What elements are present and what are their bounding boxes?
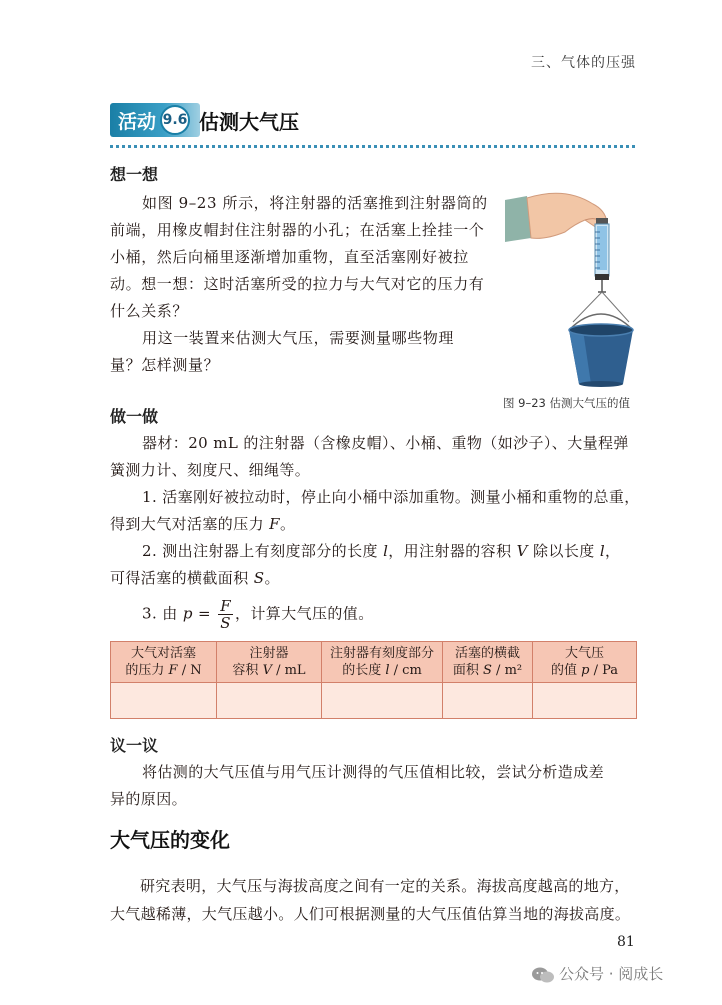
text-line	[110, 511, 640, 538]
math-variable: S	[253, 569, 265, 587]
text-line: 什么关系？	[110, 302, 189, 320]
dotted-divider	[110, 145, 635, 148]
fraction-denominator: S	[220, 614, 231, 632]
text-line: 1. 活塞刚好被拉动时，停止向小桶中添加重物。测量小桶和重物的总重，	[142, 488, 640, 506]
text-line: 大气越稀薄，大气压越小。人们可根据测量的大气压值估算当地的海拔高度。	[110, 905, 631, 923]
wechat-icon	[531, 966, 555, 984]
think-paragraph-1	[110, 190, 500, 325]
step-1	[110, 484, 640, 538]
header-unit: / cm	[389, 663, 422, 678]
text-line: 簧测力计、刻度尺、细绳等。	[110, 461, 311, 479]
running-head: 三、气体的压强	[531, 55, 636, 71]
measurement-table	[110, 641, 637, 719]
math-variable: l	[599, 542, 606, 560]
header-line: 大气压	[564, 646, 604, 661]
text-fragment: 。	[264, 569, 280, 587]
header-cell	[111, 642, 217, 683]
text-line: 用这一装置来估测大气压，需要测量哪些物理	[142, 329, 455, 347]
watermark-text: 公众号 · 阅成长	[559, 965, 664, 983]
table-cell	[217, 683, 322, 719]
header-cell	[443, 642, 533, 683]
discuss-paragraph	[110, 759, 640, 813]
header-unit: / N	[177, 663, 202, 678]
table-cell	[443, 683, 533, 719]
section-heading: 大气压的变化	[110, 828, 230, 852]
text-fragment: 2. 测出注射器上有刻度部分的长度	[142, 542, 384, 560]
math-variable: p	[182, 604, 193, 623]
math-variable: p	[581, 663, 590, 678]
text-fragment: 得到大气对活塞的压力	[110, 515, 270, 533]
text-line: 研究表明，大气压与海拔高度之间有一定的关系。海拔高度越高的地方，	[140, 877, 630, 895]
text-line: 异的原因。	[110, 790, 188, 808]
header-line: 活塞的横截	[454, 646, 520, 661]
think-paragraph-2	[110, 325, 500, 379]
syringe-bucket-drawing	[505, 180, 635, 390]
math-variable: F	[269, 515, 280, 533]
math-variable: V	[262, 663, 272, 678]
header-line: 注射器有刻度部分	[329, 646, 434, 661]
header-text: 的值	[550, 663, 582, 678]
text-line: 小桶，然后向桶里逐渐增加重物，直至活塞刚好被拉	[110, 248, 469, 266]
header-text: 面积	[452, 663, 484, 678]
header-text: 的长度	[342, 663, 386, 678]
text-line: 如图 9–23 所示，将注射器的活塞推到注射器筒的	[142, 194, 488, 212]
think-heading: 想一想	[110, 165, 159, 184]
figure-caption: 图 9–23 估测大气压的值	[503, 396, 631, 410]
text-line: 将估测的大气压值与用气压计测得的气压值相比较，尝试分析造成差	[142, 763, 605, 781]
text-line	[110, 538, 640, 565]
math-variable: l	[383, 542, 389, 560]
text-line: 动。想一想：这时活塞所受的拉力与大气对它的压力有	[110, 275, 485, 293]
header-line: 大气对活塞	[130, 646, 196, 661]
header-unit: / mL	[271, 663, 306, 678]
activity-label: 活动	[118, 111, 157, 133]
header-unit: / Pa	[589, 663, 619, 678]
text-fragment: =	[192, 604, 217, 623]
text-fragment: ，用注射器的容积	[388, 542, 517, 560]
activity-number-badge: 9.6	[160, 105, 190, 135]
header-text: 容积	[232, 663, 263, 678]
header-cell	[217, 642, 322, 683]
header-line: 注射器	[249, 646, 289, 661]
text-fragment: 可得活塞的横截面积	[110, 569, 254, 587]
syringe-bucket-illustration	[505, 180, 635, 390]
math-variable: S	[483, 663, 492, 678]
text-fragment: 。	[279, 515, 296, 533]
header-cell	[322, 642, 443, 683]
text-fragment: ，计算大气压的值。	[235, 604, 374, 623]
text-line	[110, 565, 640, 592]
step-2	[110, 538, 640, 592]
header-unit: / m²	[491, 663, 523, 678]
watermark	[531, 963, 663, 984]
table-cell	[322, 683, 443, 719]
text-fragment: 3. 由	[142, 604, 183, 623]
table-cell	[111, 683, 217, 719]
table-header-row	[111, 642, 637, 683]
fraction-numerator: F	[220, 597, 231, 615]
discuss-heading: 议一议	[110, 736, 159, 755]
table-cell	[533, 683, 637, 719]
text-line: 量？怎样测量？	[110, 356, 220, 374]
text-line: 器材：20 mL 的注射器（含橡皮帽）、小桶、重物（如沙子）、大量程弹	[142, 434, 629, 452]
activity-title: 估测大气压	[199, 110, 299, 134]
page-number: 81	[617, 934, 635, 950]
text-fragment: ，	[605, 542, 621, 560]
math-variable: V	[516, 542, 528, 560]
step-3	[142, 598, 642, 631]
math-variable: l	[385, 663, 390, 678]
text-line: 前端，用橡皮帽封住注射器的小孔；在活塞上拴挂一个	[110, 221, 485, 239]
header-cell	[533, 642, 637, 683]
math-variable: F	[168, 663, 178, 678]
table-row	[111, 683, 637, 719]
header-text: 的压力	[125, 663, 169, 678]
fraction	[218, 598, 233, 631]
do-heading: 做一做	[110, 407, 159, 426]
text-fragment: 除以长度	[527, 542, 600, 560]
materials-paragraph	[110, 430, 640, 484]
section-paragraph	[110, 872, 640, 928]
